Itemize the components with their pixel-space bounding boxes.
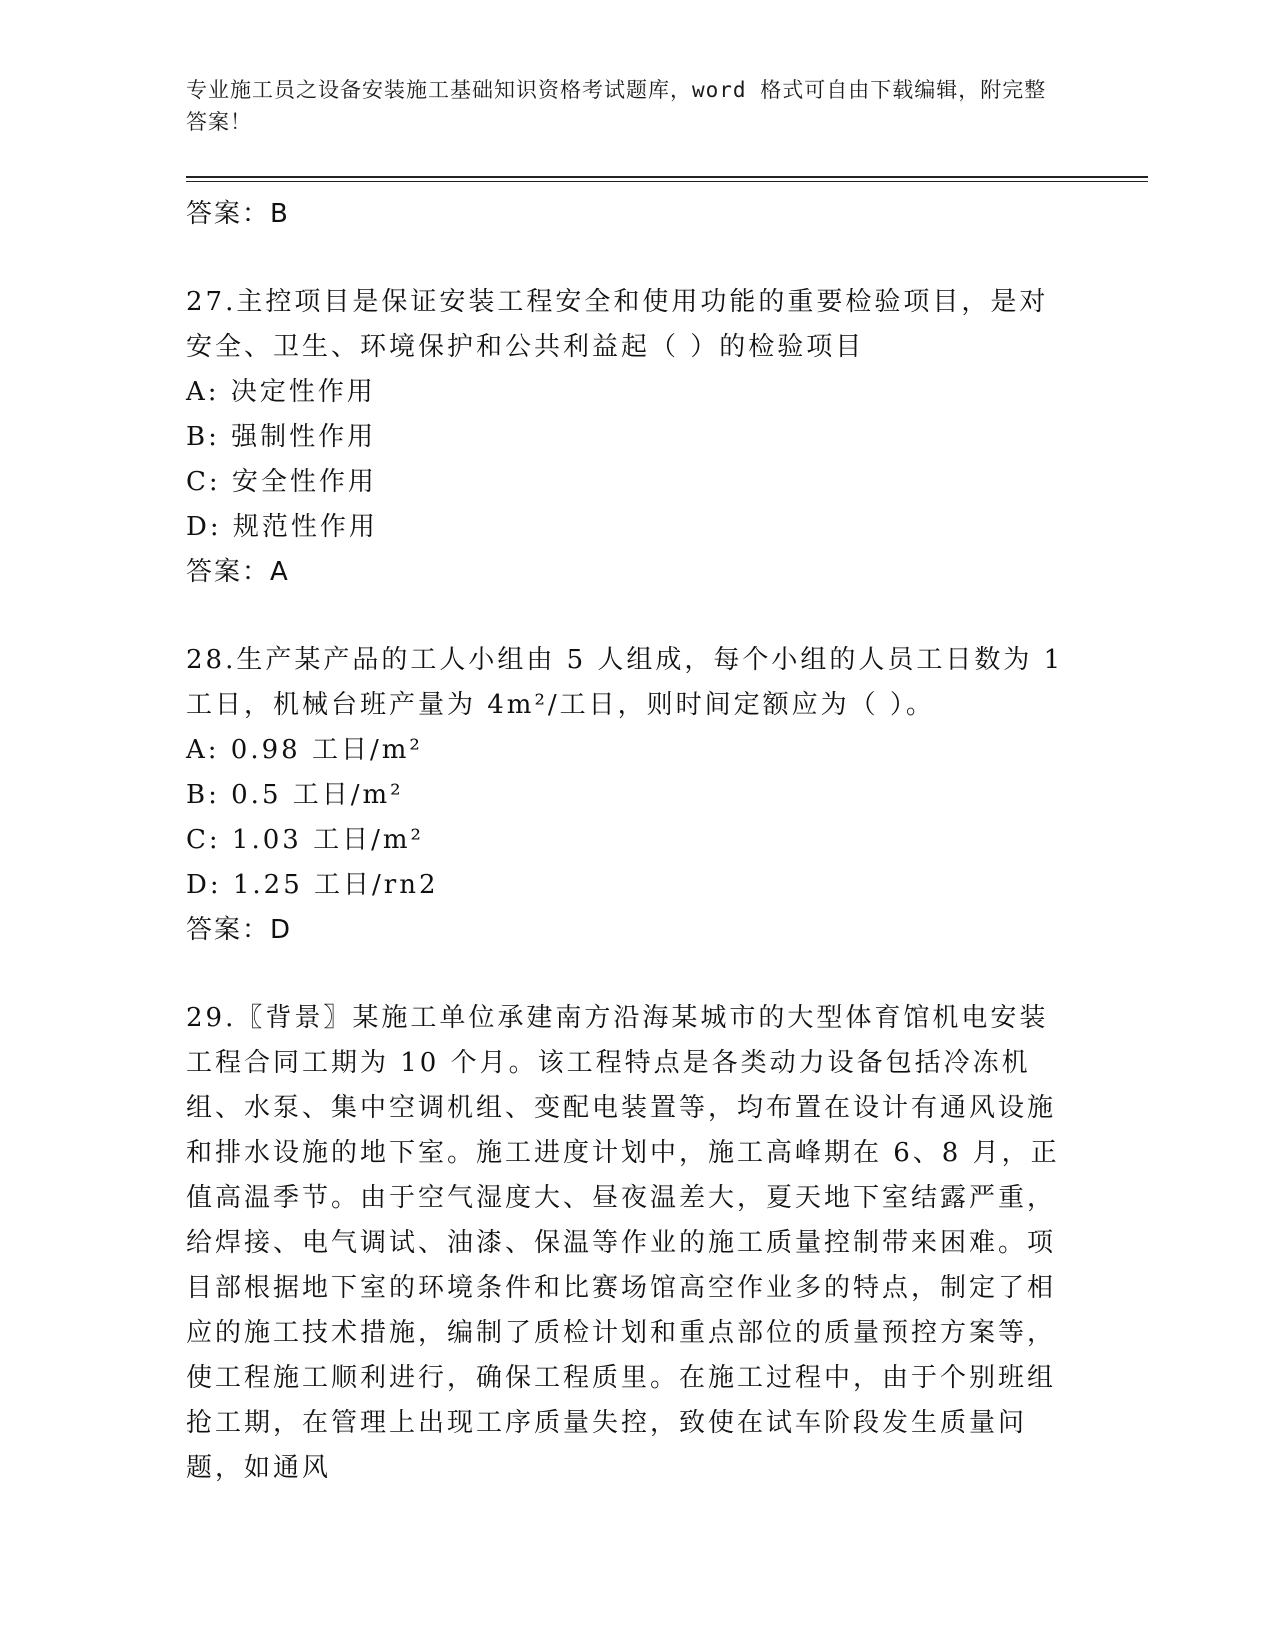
option-b: B: 0.5 工日/m²: [186, 780, 404, 810]
question-29: [186, 996, 1066, 1491]
header-rule-thin: [186, 181, 1148, 182]
question-28: [186, 638, 1066, 952]
question-stem: 28.生产某产品的工人小组由 5 人组成，每个小组的人员工日数为 1 工日，机械台班产量为 4m²/工日，则时间定额应为（ ）。: [186, 645, 1064, 720]
spacer: [186, 236, 1066, 280]
spacer: [186, 594, 1066, 638]
option-c: C: 1.03 工日/m²: [186, 825, 424, 855]
question-stem: 27.主控项目是保证安装工程安全和使用功能的重要检验项目，是对安全、卫生、环境保护和公共利益起（ ）的检验项目: [186, 287, 1049, 362]
header-rule-thick: [186, 176, 1148, 178]
option-b: B: 强制性作用: [186, 422, 377, 452]
option-c: C: 安全性作用: [186, 467, 377, 497]
previous-answer: 答案：B: [186, 199, 290, 229]
question-answer: 答案：A: [186, 557, 290, 587]
document-body: [186, 192, 1066, 1491]
option-a: A: 0.98 工日/m²: [186, 735, 423, 765]
question-answer: 答案：D: [186, 915, 293, 945]
question-27: [186, 280, 1066, 594]
option-a: A: 决定性作用: [186, 377, 376, 407]
option-d: D: 规范性作用: [186, 512, 378, 542]
page-header: 专业施工员之设备安装施工基础知识资格考试题库，word 格式可自由下载编辑，附完整答案！: [186, 78, 1047, 134]
option-d: D: 1.25 工日/rn2: [186, 870, 439, 900]
question-passage: 29.〖背景〗某施工单位承建南方沿海某城市的大型体育馆机电安装工程合同工期为 10 个月。该工程特点是各类动力设备包括冷冻机组、水泵、集中空调机组、变配电装置等，均布置在设计有通风设施和排水设施的地下室。施工进度计划中，施工高峰期在 6、8 月，正值高温季节。由于空气湿度大、昼夜温差大，夏天地下室结露严重，给焊接、电气调试、油漆、保温等作业的施工质量控制带来困难。项目部根据地下室的环境条件和比赛场馆高空作业多的特点，制定了相应的施工技术措施，编制了质检计划和重点部位的质量预控方案等，使工程施工顺利进行，确保工程质里。在施工过程中，由于个别班组抢工期，在管理上出现工序质量失控，致使在试车阶段发生质量问题，如通风: [186, 1003, 1060, 1483]
spacer: [186, 952, 1066, 996]
